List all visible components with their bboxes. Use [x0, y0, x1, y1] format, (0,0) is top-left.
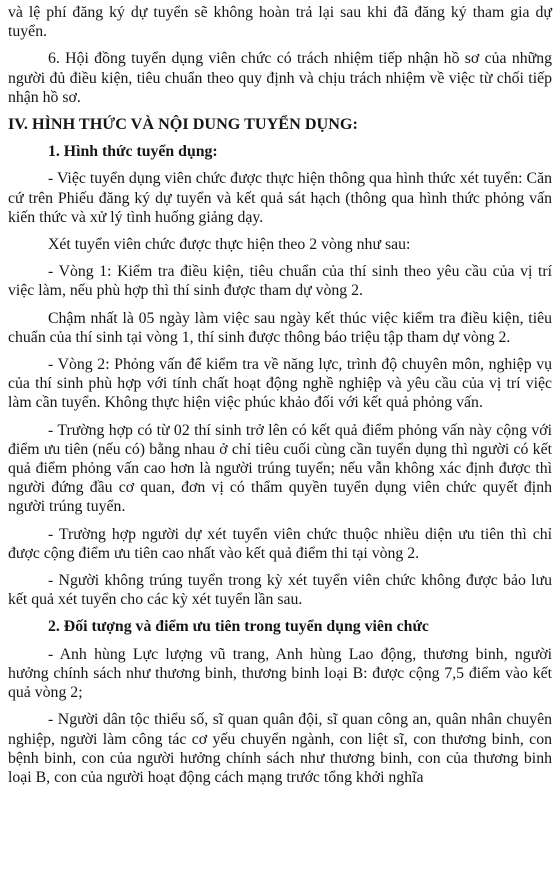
section-heading-iv: IV. HÌNH THỨC VÀ NỘI DUNG TUYỂN DỤNG:	[8, 115, 358, 134]
paragraph-cham-nhat: Chậm nhất là 05 ngày làm việc sau ngày kết thúc việc kiểm tra điều kiện, tiêu chuẩn của thí sinh tại vòng 1, thí sinh được thông báo triệu tập tham dự vòng 2.	[8, 309, 552, 346]
paragraph-dan-toc-thieu-so: - Người dân tộc thiểu số, sĩ quan quân đội, sĩ quan công an, quân nhân chuyên nghiệp, người làm công tác cơ yếu chuyển ngành, con liệt sĩ, con thương binh, con bệnh binh, con của người hưởng chính sách như thương binh, con của thương binh loại B, con của người hoạt động cách mạng trước tổng khởi nghĩa	[8, 711, 552, 786]
paragraph-khong-bao-luu: - Người không trúng tuyển trong kỳ xét tuyển viên chức không được bảo lưu kết quả xét tuyển cho các kỳ xét tuyển lần sau.	[8, 572, 552, 609]
paragraph-nhieu-dien-uu-tien: - Trường hợp người dự xét tuyển viên chức thuộc nhiều diện ưu tiên thì chỉ được cộng điểm ưu tiên cao nhất vào kết quả điểm thi tại vòng 2.	[8, 525, 552, 562]
paragraph-hinh-thuc-xet-tuyen: - Việc tuyển dụng viên chức được thực hiện thông qua hình thức xét tuyển: Căn cứ trên Phiếu đăng ký dự tuyển và kết quả sát hạch (thông qua hình thức phỏng vấn kiến thức và xử lý tình huống giảng dạy.	[8, 170, 552, 226]
paragraph-anh-hung: - Anh hùng Lực lượng vũ trang, Anh hùng Lao động, thương binh, người hưởng chính sách như thương binh, thương binh loại B: được cộng 7,5 điểm vào kết quả vòng 2;	[8, 645, 552, 702]
paragraph-truong-hop-bang-diem: - Trường hợp có từ 02 thí sinh trở lên có kết quả điểm phỏng vấn này cộng với điểm ưu tiên (nếu có) bằng nhau ở chỉ tiêu cuối cùng cần tuyển dụng thì người có kết quả điểm phỏng vấn cao hơn là người trúng tuyển; nếu vẫn không xác định được thì người đứng đầu cơ quan, đơn vị có thẩm quyền tuyển dụng viên chức quyết định người trúng tuyển.	[8, 421, 552, 516]
paragraph-item-6: 6. Hội đồng tuyển dụng viên chức có trách nhiệm tiếp nhận hồ sơ của những người đủ điều kiện, tiêu chuẩn theo quy định và chịu trách nhiệm về việc từ chối tiếp nhận hồ sơ.	[8, 50, 552, 106]
paragraph-continuation: và lệ phí đăng ký dự tuyển sẽ không hoàn trả lại sau khi đã đăng ký tham gia dự tuyển.	[8, 4, 552, 41]
subheading-hinh-thuc: 1. Hình thức tuyển dụng:	[48, 143, 218, 161]
paragraph-hai-vong: Xét tuyển viên chức được thực hiện theo 2 vòng như sau:	[48, 236, 411, 254]
paragraph-vong-1: - Vòng 1: Kiểm tra điều kiện, tiêu chuẩn của thí sinh theo yêu cầu của vị trí việc làm, nếu phù hợp thì thí sinh được tham dự vòng 2.	[8, 263, 552, 300]
subheading-doi-tuong-uu-tien: 2. Đối tượng và điểm ưu tiên trong tuyển dụng viên chức	[48, 618, 429, 636]
paragraph-vong-2: - Vòng 2: Phỏng vấn để kiểm tra về năng lực, trình độ chuyên môn, nghiệp vụ của thí sinh phù hợp với tính chất hoạt động nghề nghiệp và yêu cầu của vị trí việc làm cần tuyển. Không thực hiện việc phúc khảo đối với kết quả phỏng vấn.	[8, 356, 552, 412]
